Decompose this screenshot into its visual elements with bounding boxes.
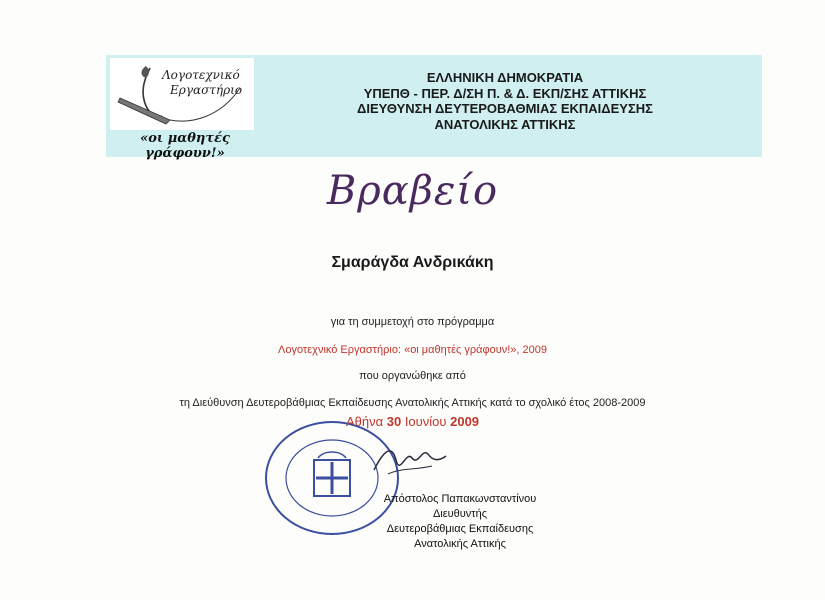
issue-date [0,414,825,429]
participation-line: για τη συμμετοχή στο πρόγραμμα [330,316,495,328]
logo-line-1: Λογοτεχνικό [162,68,240,82]
date-day: 30 [386,414,402,429]
signatory-name: Απόστολος Παπακωνσταντίνου [383,493,537,505]
signatory-role: Διευθυντής [432,508,488,520]
signature [370,440,450,480]
signatory-dept-2: Ανατολικής Αττικής [414,538,506,550]
date-year: 2009 [450,414,480,429]
date-prefix: Αθήνα [345,414,387,429]
organization-heading [255,70,755,132]
logo-line-2: Εργαστήριο [170,83,243,97]
recipient-name: Σμαράγδα Ανδρικάκη [331,254,494,271]
award-title: Βραβείο [326,168,499,214]
org-line: ΑΝΑΤΟΛΙΚΗΣ ΑΤΤΙΚΗΣ [434,116,576,132]
date-month: Ιουνίου [401,414,451,429]
org-line: ΥΠΕΠΘ - ΠΕΡ. Δ/ΣΗ Π. & Δ. ΕΚΠ/ΣΗΣ ΑΤΤΙΚΗΣ [363,85,647,101]
signatory-dept-1: Δευτεροβάθμιας Εκπαίδευσης [386,523,534,535]
logo-motto: «οι μαθητές γράφουν!» [140,131,230,161]
organized-by-line: που οργανώθηκε από [359,370,466,382]
program-name: Λογοτεχνικό Εργαστήριο: «οι μαθητές γράφουν!», 2009 [278,344,547,356]
signatory-block [360,492,560,552]
org-line: ΔΙΕΥΘΥΝΣΗ ΔΕΥΤΕΡΟΒΑΘΜΙΑΣ ΕΚΠΑΙΔΕΥΣΗΣ [357,101,653,116]
org-line: ΕΛΛΗΝΙΚΗ ΔΗΜΟΚΡΑΤΙΑ [426,70,584,85]
directorate-line: τη Διεύθυνση Δευτεροβάθμιας Εκπαίδευσης Ανατολικής Αττικής κατά το σχολικό έτος 2008-2009 [179,397,646,409]
